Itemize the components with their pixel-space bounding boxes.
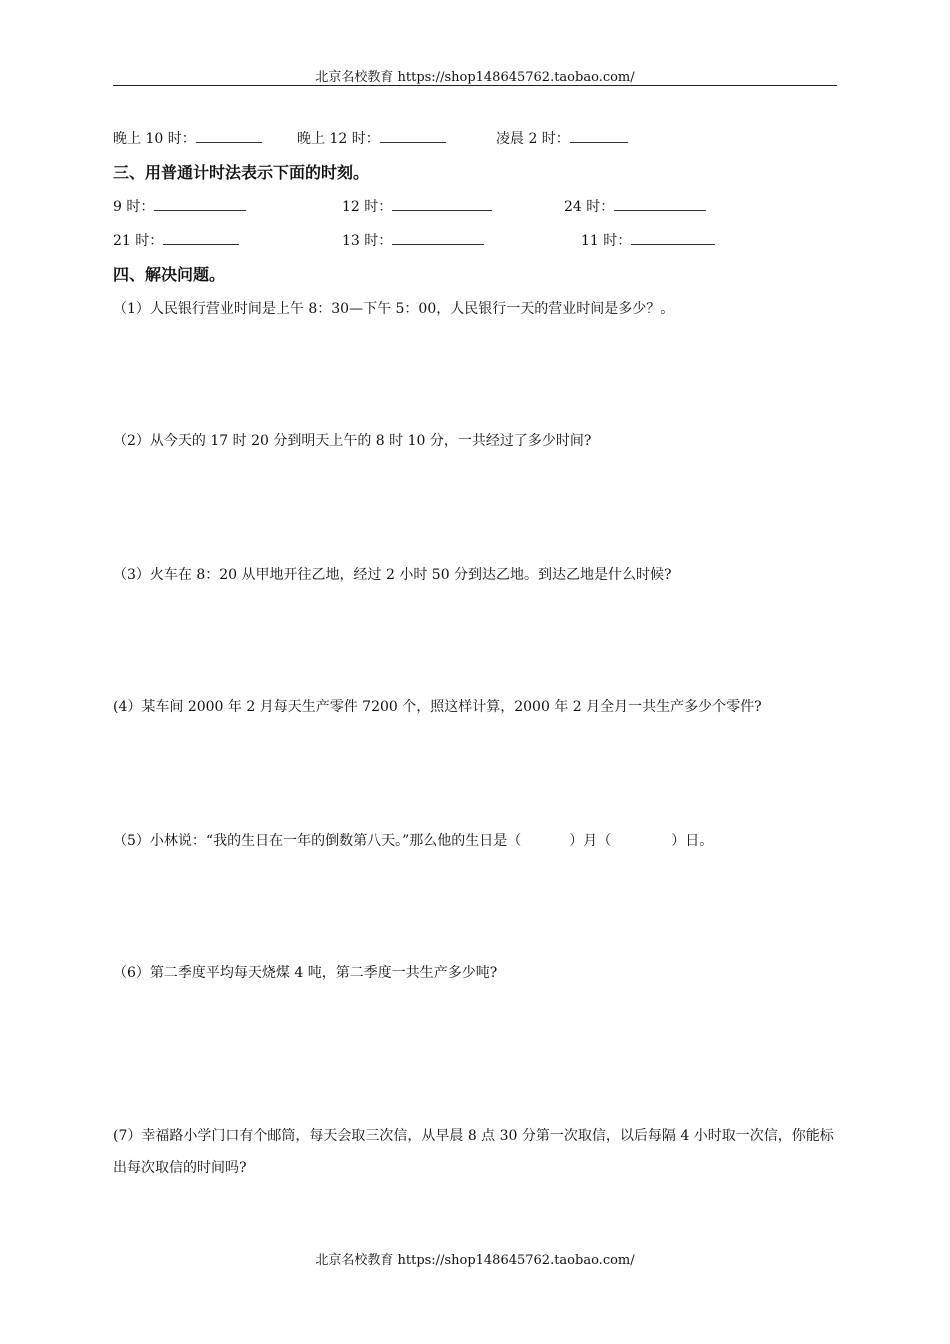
- fill-item-11: [581, 230, 715, 250]
- section-4-title: 四、解决问题。: [113, 265, 226, 284]
- question-1: （1）人民银行营业时间是上午 8：30—下午 5：00，人民银行一天的营业时间是多少？。: [113, 301, 675, 317]
- answer-blank[interactable]: [614, 197, 706, 211]
- fill-item-12: [342, 196, 492, 216]
- fill-label: 13 时：: [342, 233, 393, 249]
- answer-blank[interactable]: [631, 231, 715, 245]
- answer-blank[interactable]: [154, 197, 246, 211]
- fill-item-night-12: [297, 128, 446, 148]
- answer-blank[interactable]: [570, 129, 628, 143]
- page-header: 北京名校教育 https://shop148645762.taobao.com/: [315, 70, 635, 85]
- fill-item-13: [342, 230, 484, 250]
- fill-label: 12 时：: [342, 199, 393, 215]
- answer-blank[interactable]: [196, 129, 262, 143]
- question-5-part-a: （5）小林说：“我的生日在一年的倒数第八天。”那么他的生日是（: [113, 833, 522, 849]
- fill-label: 24 时：: [564, 199, 615, 215]
- question-7: (7）幸福路小学门口有个邮筒，每天会取三次信，从早晨 8 点 30 分第一次取信，以后每隔 4 小时取一次信，你能标出每次取信的时间吗?: [113, 1128, 834, 1176]
- question-2: （2）从今天的 17 时 20 分到明天上午的 8 时 10 分，一共经过了多少时间?: [113, 433, 592, 449]
- section-3-title: 三、用普通计时法表示下面的时刻。: [113, 163, 370, 182]
- fill-label: 11 时：: [581, 233, 632, 249]
- question-4: (4）某车间 2000 年 2 月每天生产零件 7200 个，照这样计算，2000 年 2 月全月一共生产多少个零件?: [113, 699, 762, 715]
- fill-item-21: [113, 230, 239, 250]
- answer-blank[interactable]: [392, 197, 492, 211]
- question-5: [113, 830, 713, 850]
- fill-item-24: [564, 196, 706, 216]
- fill-label: 晚上 12 时：: [297, 131, 380, 147]
- question-5-part-c: ）日。: [671, 833, 714, 849]
- answer-blank[interactable]: [163, 231, 239, 245]
- fill-label: 21 时：: [113, 233, 164, 249]
- fill-label: 凌晨 2 时：: [496, 131, 570, 147]
- answer-blank[interactable]: [380, 129, 446, 143]
- page-footer: 北京名校教育 https://shop148645762.taobao.com/: [315, 1253, 635, 1268]
- fill-label: 晚上 10 时：: [113, 131, 196, 147]
- question-6: （6）第二季度平均每天烧煤 4 吨，第二季度一共生产多少吨?: [113, 965, 498, 981]
- header-divider: [113, 85, 837, 86]
- fill-item-night-10: [113, 128, 262, 148]
- fill-label: 9 时：: [113, 199, 155, 215]
- fill-item-9: [113, 196, 246, 216]
- fill-item-early-2: [496, 128, 628, 148]
- question-3: （3）火车在 8：20 从甲地开往乙地，经过 2 小时 50 分到达乙地。到达乙地是什么时候?: [113, 567, 672, 583]
- answer-blank[interactable]: [392, 231, 484, 245]
- question-5-part-b: ）月（: [569, 833, 612, 849]
